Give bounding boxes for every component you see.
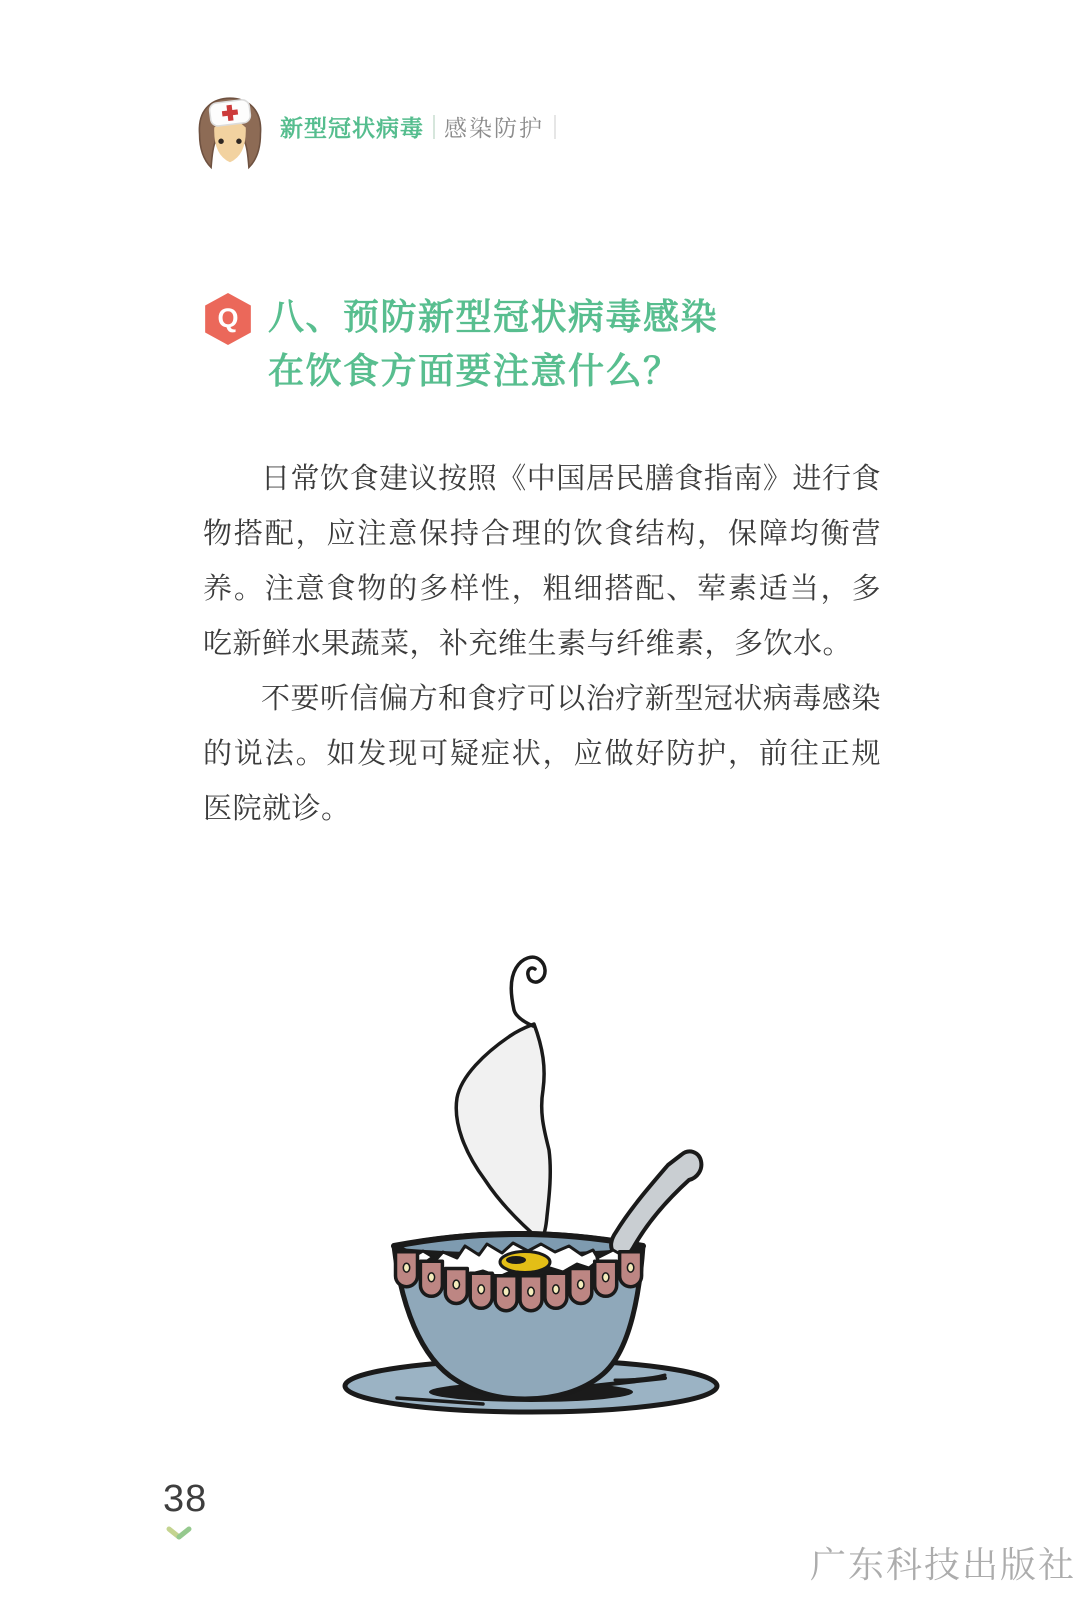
steaming-bowl-illustration [335,928,755,1428]
body-paragraph: 不要听信偏方和食疗可以治疗新型冠状病毒感染的说法。如发现可疑症状，应做好防护，前往正规医院就诊。 [203,683,881,825]
page-number: 38 [163,1478,208,1520]
spoon [611,1151,701,1256]
publisher-watermark: 广东科技出版社 [809,1544,1076,1585]
page-header [190,94,565,178]
brand-title: 新型冠状病毒 [280,115,424,141]
question-heading [203,290,718,398]
section-title: 感染防护 [444,115,544,141]
chevron-down-icon [165,1526,193,1542]
steam-shape [456,1024,550,1241]
question-title-line1: 八、预防新型冠状病毒感染 [268,296,719,337]
question-title-line2: 在饮食方面要注意什么？ [268,350,681,391]
header-divider [554,115,556,139]
header-divider [433,115,435,139]
question-title [268,290,718,398]
body-paragraph: 日常饮食建议按照《中国居民膳食指南》进行食物搭配，应注意保持合理的饮食结构，保障均衡营养。注意食物的多样性，粗细搭配、荤素适当，多吃新鲜水果蔬菜，补充维生素与纤维素，多饮水。 [203,463,881,660]
steam-curl [511,957,545,1026]
nurse-avatar-icon [190,94,270,178]
body-text [203,452,881,837]
q-badge-label: Q [217,302,239,333]
q-badge [203,292,253,346]
